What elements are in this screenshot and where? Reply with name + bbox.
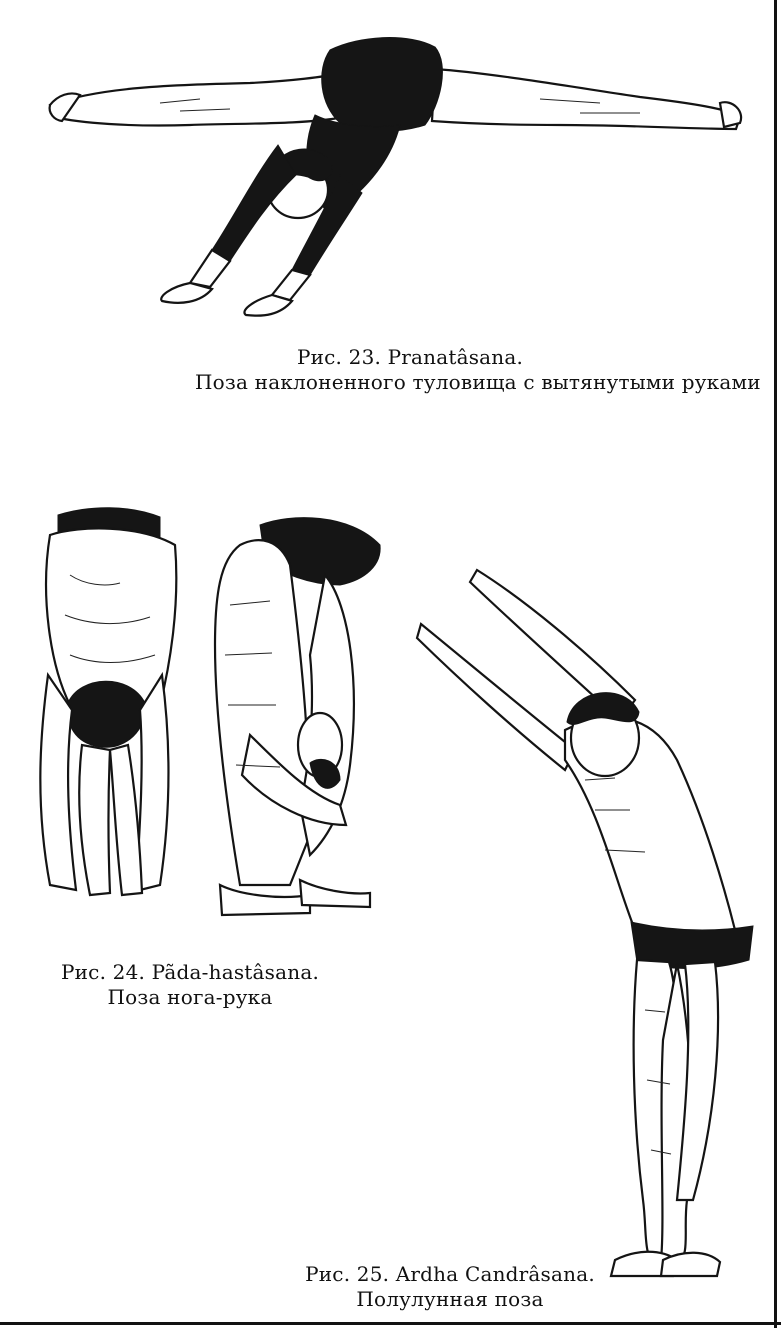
figure-24-caption-description: Поза нога-рука <box>107 985 273 1009</box>
figure-25-caption <box>260 1262 640 1312</box>
page-border-right <box>774 0 777 1328</box>
figure-24-illustration <box>10 505 395 925</box>
figure-25-caption-description: Полулунная поза <box>356 1287 544 1311</box>
figure-23-illustration <box>40 25 750 325</box>
figure-25-caption-title: Рис. 25. Ardha Candrâsana. <box>305 1262 595 1286</box>
page-border-bottom <box>0 1322 781 1325</box>
figure-23-caption-description: Поза наклоненного туловища с вытянутыми руками <box>195 370 761 394</box>
figure-23-caption <box>195 345 761 395</box>
figure-23-caption-title: Рис. 23. Pranatâsana. <box>296 345 524 369</box>
figure-24-caption-title: Рис. 24. Pãda-hastâsana. <box>60 960 319 984</box>
figure-24-caption <box>40 960 340 1010</box>
figure-25-illustration <box>415 560 760 1280</box>
